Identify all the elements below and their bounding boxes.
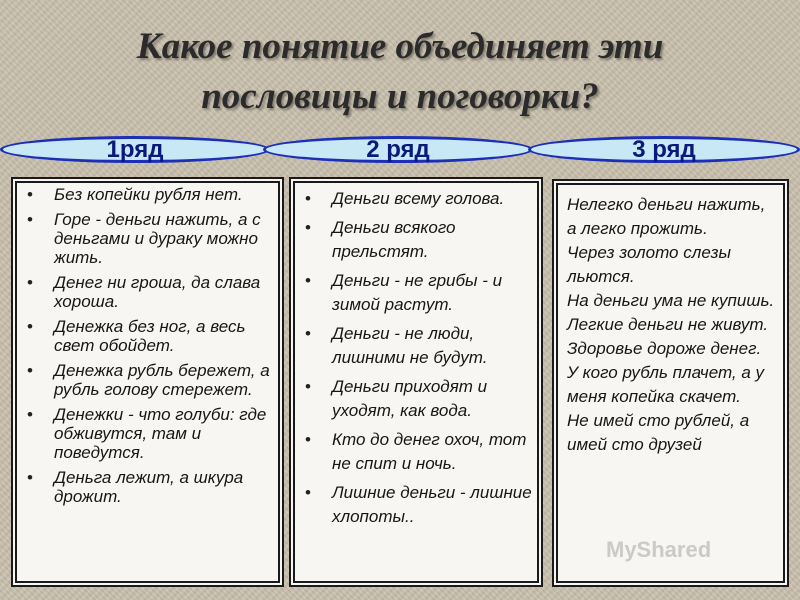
list-item: • Деньги всякого прельстят. — [332, 216, 533, 264]
list-item: • Денег ни гроша, да слава хороша. — [54, 273, 274, 311]
list-item: • Деньги - не грибы - и зимой растут. — [332, 269, 533, 317]
list-item: • Деньги приходят и уходят, как вода. — [332, 375, 533, 423]
title-line-1: Какое понятие объединяет эти — [136, 26, 664, 67]
tab-row-3: 3 ряд — [528, 136, 800, 163]
proverbs-panel-row-2 — [293, 181, 539, 583]
list-item: • Горе - деньги нажить, а с деньгами и дураку можно жить. — [54, 210, 274, 267]
list-item: Здоровье дороже денег. — [567, 339, 762, 358]
list-item: У кого рубль плачет, а у меня копейка скачет. — [567, 363, 765, 406]
list-item: Нелегко деньги нажить, а легко прожить. — [567, 195, 766, 238]
proverbs-panel-row-3 — [556, 183, 785, 583]
title-line-2: пословицы и поговорки? — [201, 76, 599, 117]
list-item: • Деньга лежит, а шкура дрожит. — [54, 468, 274, 506]
tab-row-2: 2 ряд — [263, 136, 533, 163]
list-item: Не имей сто рублей, а имей сто друзей — [567, 411, 750, 454]
list-item: • Лишние деньги - лишние хлопоты.. — [332, 481, 533, 529]
proverbs-panel-row-1 — [15, 181, 280, 583]
list-item: • Денежка без ног, а весь свет обойдет. — [54, 317, 274, 355]
list-item: • Денежки - что голуби: где обживутся, там и поведутся. — [54, 405, 274, 462]
list-item: На деньги ума не купишь. — [567, 291, 775, 310]
list-item: • Деньги - не люди, лишними не будут. — [332, 322, 533, 370]
list-item: • Деньги всему голова. — [332, 187, 533, 211]
list-item: • Денежка рубль бережет, а рубль голову стережет. — [54, 361, 274, 399]
tab-row-1: 1ряд — [0, 136, 270, 163]
list-item: • Без копейки рубля нет. — [54, 185, 274, 204]
list-item: Через золото слезы льются. — [567, 243, 731, 286]
list-item: Легкие деньги не живут. — [567, 315, 769, 334]
watermark-logo: MyShared — [606, 537, 712, 562]
list-item: • Кто до денег охоч, тот не спит и ночь. — [332, 428, 533, 476]
slide-title — [0, 22, 800, 122]
